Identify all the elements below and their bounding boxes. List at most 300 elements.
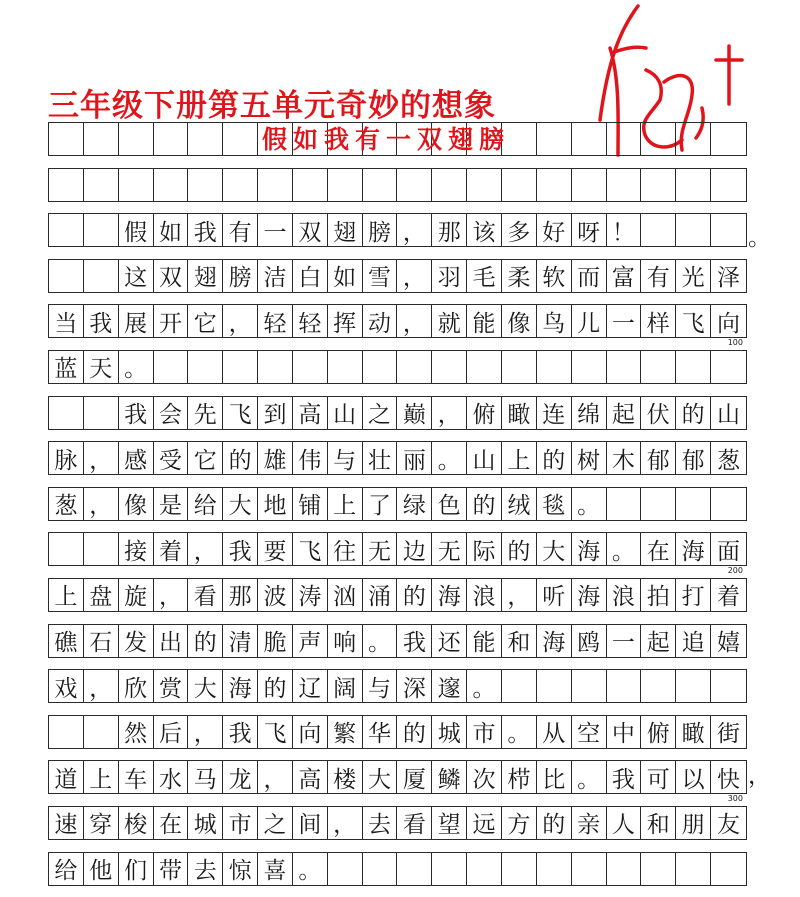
grid-cell: 地 (258, 488, 293, 520)
grid-cell (572, 169, 607, 201)
grid-cell: 和 (641, 807, 676, 839)
grid-cell (711, 488, 746, 520)
grid-cell: 木 (607, 442, 642, 474)
grid-cell (572, 853, 607, 885)
grid-cell: 上 (49, 579, 84, 611)
grid-cell (328, 169, 363, 201)
grid-cell: 山 (328, 397, 363, 429)
grid-cell: 惊 (223, 853, 258, 885)
grid-cell: 了 (363, 488, 398, 520)
grid-cell: 的 (676, 397, 711, 429)
grid-cell (432, 351, 467, 383)
grid-cell: 海 (223, 670, 258, 702)
grid-cell (607, 351, 642, 383)
grid-cell (328, 853, 363, 885)
grid-cell: 它 (188, 305, 223, 337)
grid-cell (154, 123, 189, 155)
grid-cell: 雪 (363, 260, 398, 292)
grid-cell: 还 (432, 625, 467, 657)
grid-cell: 方 (502, 807, 537, 839)
grid-cell (397, 351, 432, 383)
grid-cell: 能 (467, 625, 502, 657)
grid-cell: 。 (607, 533, 642, 565)
grid-cell: 树 (572, 442, 607, 474)
grid-cell: 当 (49, 305, 84, 337)
grid-cell: 以 (676, 761, 711, 793)
grid-cell: 像 (502, 305, 537, 337)
grid-cell: 比 (537, 761, 572, 793)
grid-cell (84, 533, 119, 565)
grid-cell: 我 (223, 533, 258, 565)
grid-cell: 给 (188, 488, 223, 520)
grid-cell (363, 169, 398, 201)
grid-cell (397, 169, 432, 201)
grid-cell: ， (154, 579, 189, 611)
grid-cell (49, 214, 84, 246)
grid-cell: 着 (154, 533, 189, 565)
grid-cell (49, 716, 84, 748)
grid-cell: 大 (363, 761, 398, 793)
grid-cell (676, 169, 711, 201)
grid-cell: 呀 (572, 214, 607, 246)
grid-cell: 高 (293, 397, 328, 429)
grid-cell: 。 (363, 625, 398, 657)
grid-cell (397, 853, 432, 885)
grid-cell: 的 (258, 670, 293, 702)
grid-cell: 空 (572, 716, 607, 748)
grid-row (48, 396, 747, 430)
grid-cell: 一 (607, 625, 642, 657)
grid-cell: 去 (188, 853, 223, 885)
grid-cell: 。 (432, 442, 467, 474)
grid-cell: 海 (676, 533, 711, 565)
grid-cell: 挥 (328, 305, 363, 337)
grid-cell: 羽 (432, 260, 467, 292)
grid-cell: 向 (716, 310, 740, 337)
grid-cell: 瞰 (502, 397, 537, 429)
grid-cell (502, 853, 537, 885)
grid-cell: 的 (502, 533, 537, 565)
grid-cell (641, 853, 676, 885)
grid-cell: 水 (154, 761, 189, 793)
grid-cell: 伟 (293, 442, 328, 474)
grid-row (48, 624, 747, 658)
grid-cell: 绒 (502, 488, 537, 520)
grid-cell: 快 (716, 766, 740, 793)
grid-cell: 石 (84, 625, 119, 657)
grid-cell: 雄 (258, 442, 293, 474)
grid-cell: 去 (363, 807, 398, 839)
grid-row (48, 806, 747, 840)
grid-cell: 拍 (641, 579, 676, 611)
grid-cell: 是 (154, 488, 189, 520)
grid-cell: 我 (607, 761, 642, 793)
grid-cell: 市 (467, 716, 502, 748)
grid-cell (188, 169, 223, 201)
grid-cell: 与 (328, 442, 363, 474)
grid-cell: ， (502, 579, 537, 611)
grid-cell: 。 (119, 351, 154, 383)
grid-cell (119, 123, 154, 155)
grid-cell (328, 351, 363, 383)
grid-cell: 车 (119, 761, 154, 793)
grid-cell: 泽 (716, 265, 740, 292)
grid-row (48, 350, 747, 384)
grid-cell (467, 853, 502, 885)
grid-cell (84, 214, 119, 246)
grid-cell (572, 351, 607, 383)
grid-row (48, 669, 747, 703)
grid-cell: 软 (537, 260, 572, 292)
essay-subtitle: 假如我有一双翅膀 (262, 125, 511, 154)
grid-cell: 能 (467, 305, 502, 337)
grid-row (48, 213, 747, 247)
grid-cell: 。 (467, 670, 502, 702)
grid-cell (676, 670, 711, 702)
grid-cell: 他 (84, 853, 119, 885)
grid-cell: 的 (397, 716, 432, 748)
grid-cell (84, 397, 119, 429)
grid-cell: 轻 (293, 305, 328, 337)
grid-cell (641, 488, 676, 520)
grid-cell: 上 (328, 488, 363, 520)
grid-cell (467, 169, 502, 201)
grid-cell: 。 (572, 488, 607, 520)
grid-cell: 翅 (328, 214, 363, 246)
grid-cell: ， (397, 214, 432, 246)
grid-cell: ， (432, 397, 467, 429)
grid-cell: 我 (188, 214, 223, 246)
grid-row (48, 852, 747, 886)
grid-cell: 市 (223, 807, 258, 839)
grid-cell: 边 (397, 533, 432, 565)
grid-cell: 飞 (293, 533, 328, 565)
grid-cell: 我 (397, 625, 432, 657)
grid-cell: 这 (119, 260, 154, 292)
grid-cell: 展 (119, 305, 154, 337)
grid-cell: 绿 (397, 488, 432, 520)
grid-cell: 次 (467, 761, 502, 793)
grid-cell (537, 123, 572, 155)
grid-cell (363, 351, 398, 383)
grid-cell: 戏 (49, 670, 84, 702)
grid-cell (223, 123, 258, 155)
grid-cell (188, 351, 223, 383)
grid-cell: ， (223, 305, 258, 337)
grid-cell: 那 (432, 214, 467, 246)
grid-cell (223, 351, 258, 383)
grid-cell: 鸟 (537, 305, 572, 337)
grid-cell (711, 853, 746, 885)
grid-cell: 轻 (258, 305, 293, 337)
grid-cell: 铺 (293, 488, 328, 520)
grid-cell: 俯 (467, 397, 502, 429)
grid-cell (49, 397, 84, 429)
grid-cell: 的 (397, 579, 432, 611)
grid-cell (711, 123, 746, 155)
grid-cell: 厦 (397, 761, 432, 793)
grid-cell (607, 853, 642, 885)
grid-cell: 天 (84, 351, 119, 383)
grid-cell (607, 123, 642, 155)
grid-row (48, 304, 747, 338)
grid-cell: 该 (467, 214, 502, 246)
grid-cell: 蓝 (49, 351, 84, 383)
grid-cell: 飞 (223, 397, 258, 429)
grid-cell (641, 123, 676, 155)
grid-cell: 伏 (641, 397, 676, 429)
grid-cell: 郁 (676, 442, 711, 474)
grid-cell: ， (397, 305, 432, 337)
grid-cell: 看 (188, 579, 223, 611)
grid-cell: ， (258, 761, 293, 793)
word-counter-200: 200 (727, 566, 743, 575)
grid-cell: 楼 (328, 761, 363, 793)
grid-cell: 会 (154, 397, 189, 429)
grid-cell (293, 351, 328, 383)
grid-cell: 和 (502, 625, 537, 657)
page-title: 三年级下册第五单元奇妙的想象 (48, 88, 496, 124)
grid-cell: 先 (188, 397, 223, 429)
grid-cell (119, 169, 154, 201)
grid-cell: 欣 (119, 670, 154, 702)
grid-row (48, 760, 747, 794)
grid-cell: 要 (258, 533, 293, 565)
grid-cell (676, 488, 711, 520)
grid-cell (258, 351, 293, 383)
grid-cell: 看 (397, 807, 432, 839)
grid-cell: ， (397, 260, 432, 292)
grid-cell (293, 169, 328, 201)
grid-cell: 可 (641, 761, 676, 793)
grid-cell: 城 (432, 716, 467, 748)
grid-cell: 盘 (84, 579, 119, 611)
grid-cell (223, 169, 258, 201)
grid-cell: 马 (188, 761, 223, 793)
grid-cell (607, 670, 642, 702)
grid-cell (537, 853, 572, 885)
grid-row (48, 487, 747, 521)
grid-cell: 然 (119, 716, 154, 748)
grid-cell: 双 (154, 260, 189, 292)
grid-cell: 旋 (119, 579, 154, 611)
grid-cell (607, 488, 642, 520)
grid-cell: 华 (363, 716, 398, 748)
grid-cell: ， (84, 442, 119, 474)
grid-cell (572, 123, 607, 155)
grid-cell (676, 214, 711, 246)
grid-cell: 动 (363, 305, 398, 337)
grid-cell: 着 (716, 584, 740, 611)
grid-cell: 邃 (432, 670, 467, 702)
grid-cell: 之 (258, 807, 293, 839)
grid-cell: 望 (432, 807, 467, 839)
grid-cell: 一 (607, 305, 642, 337)
grid-cell: 涛 (293, 579, 328, 611)
grid-cell: 清 (223, 625, 258, 657)
grid-cell (537, 670, 572, 702)
grid-cell: 瞰 (676, 716, 711, 748)
grid-cell: 有 (223, 214, 258, 246)
grid-cell: 无 (363, 533, 398, 565)
grid-cell (188, 123, 223, 155)
grid-cell: 壮 (363, 442, 398, 474)
grid-cell: 栉 (502, 761, 537, 793)
grid-cell: 穿 (84, 807, 119, 839)
grid-cell: 毛 (467, 260, 502, 292)
grid-cell: 喜 (258, 853, 293, 885)
grid-cell: 海 (572, 579, 607, 611)
grid-cell (641, 214, 676, 246)
grid-cell (537, 351, 572, 383)
grid-cell: 后 (154, 716, 189, 748)
grid-cell: 的 (223, 442, 258, 474)
grid-cell (711, 670, 746, 702)
grid-cell: 儿 (572, 305, 607, 337)
grid-cell: 打 (676, 579, 711, 611)
grid-cell: 假 (119, 214, 154, 246)
grid-cell: 有 (641, 260, 676, 292)
grid-cell (84, 123, 119, 155)
grid-cell: 朋 (676, 807, 711, 839)
grid-cell: 在 (154, 807, 189, 839)
grid-cell: 脆 (258, 625, 293, 657)
grid-cell: 速 (49, 807, 84, 839)
grid-cell (711, 351, 746, 383)
grid-cell: 带 (154, 853, 189, 885)
grid-cell: 响 (328, 625, 363, 657)
grid-cell: 受 (154, 442, 189, 474)
grid-cell: 波 (258, 579, 293, 611)
grid-cell: 接 (119, 533, 154, 565)
grid-cell: 飞 (676, 305, 711, 337)
grid-cell: 膀 (363, 214, 398, 246)
grid-cell: 开 (154, 305, 189, 337)
grid-cell (676, 123, 711, 155)
grid-cell: 赏 (154, 670, 189, 702)
grid-cell: 出 (154, 625, 189, 657)
grid-cell: 。 (502, 716, 537, 748)
grid-cell: 一 (258, 214, 293, 246)
grid-cell: 脉 (49, 442, 84, 474)
grid-cell: 友 (716, 812, 740, 839)
grid-cell: 洁 (258, 260, 293, 292)
grid-cell: 膀 (223, 260, 258, 292)
grid-cell: 到 (258, 397, 293, 429)
grid-cell: ！ (607, 214, 642, 246)
grid-cell: 丽 (397, 442, 432, 474)
grid-cell: 鸥 (572, 625, 607, 657)
grid-cell: 富 (607, 260, 642, 292)
grid-cell: 就 (432, 305, 467, 337)
grid-cell: 大 (223, 488, 258, 520)
grid-cell: 高 (293, 761, 328, 793)
grid-cell: 如 (328, 260, 363, 292)
grid-cell: 光 (676, 260, 711, 292)
grid-cell (258, 169, 293, 201)
grid-cell: 我 (223, 716, 258, 748)
grid-cell (49, 260, 84, 292)
grid-cell: 俯 (641, 716, 676, 748)
grid-cell: 而 (572, 260, 607, 292)
grid-cell (607, 169, 642, 201)
grid-cell: 与 (363, 670, 398, 702)
composition-grid (48, 122, 747, 897)
grid-cell: 葱 (716, 447, 740, 474)
grid-cell (676, 853, 711, 885)
grid-cell: 们 (119, 853, 154, 885)
grid-cell: 郁 (641, 442, 676, 474)
grid-cell (711, 214, 746, 246)
grid-cell: 山 (467, 442, 502, 474)
grid-cell: 辽 (293, 670, 328, 702)
grid-cell: 的 (537, 442, 572, 474)
grid-cell: 的 (467, 488, 502, 520)
grid-cell: 海 (537, 625, 572, 657)
grid-cell: 双 (293, 214, 328, 246)
grid-cell (641, 169, 676, 201)
grid-cell: 的 (188, 625, 223, 657)
grid-cell: 从 (537, 716, 572, 748)
grid-cell: 鳞 (432, 761, 467, 793)
grid-cell: 起 (607, 397, 642, 429)
grid-cell: 涌 (363, 579, 398, 611)
grid-cell: 面 (716, 538, 740, 565)
grid-cell: 中 (607, 716, 642, 748)
grid-cell: 我 (84, 305, 119, 337)
grid-cell (676, 351, 711, 383)
grid-cell (432, 853, 467, 885)
grid-row (48, 441, 747, 475)
grid-cell: 梭 (119, 807, 154, 839)
grid-cell: 起 (641, 625, 676, 657)
grid-cell: 。 (572, 761, 607, 793)
grid-cell: 在 (641, 533, 676, 565)
grid-cell: 毯 (537, 488, 572, 520)
grid-row (48, 578, 747, 612)
grid-cell: ， (328, 807, 363, 839)
grid-cell: 感 (119, 442, 154, 474)
grid-cell (711, 169, 746, 201)
word-counter-100: 100 (727, 338, 743, 347)
grid-cell: 向 (293, 716, 328, 748)
grid-cell: 柔 (502, 260, 537, 292)
grid-cell: 那 (223, 579, 258, 611)
overflow-comma: ， (748, 763, 771, 789)
grid-cell: 浪 (467, 579, 502, 611)
grid-row (48, 715, 747, 749)
grid-cell (641, 351, 676, 383)
grid-row (48, 168, 747, 202)
grid-cell: ， (188, 716, 223, 748)
grid-cell: 间 (293, 807, 328, 839)
grid-cell (502, 351, 537, 383)
grid-cell (363, 853, 398, 885)
grid-cell: 我 (119, 397, 154, 429)
grid-cell (641, 670, 676, 702)
grid-cell: 追 (676, 625, 711, 657)
grid-cell: 人 (607, 807, 642, 839)
grid-cell (572, 670, 607, 702)
grid-cell: 汹 (328, 579, 363, 611)
grid-cell: 上 (502, 442, 537, 474)
grid-cell: 浪 (607, 579, 642, 611)
grid-cell (84, 169, 119, 201)
grid-cell: 连 (537, 397, 572, 429)
grid-cell: ， (84, 670, 119, 702)
grid-cell: 际 (467, 533, 502, 565)
grid-cell (49, 169, 84, 201)
